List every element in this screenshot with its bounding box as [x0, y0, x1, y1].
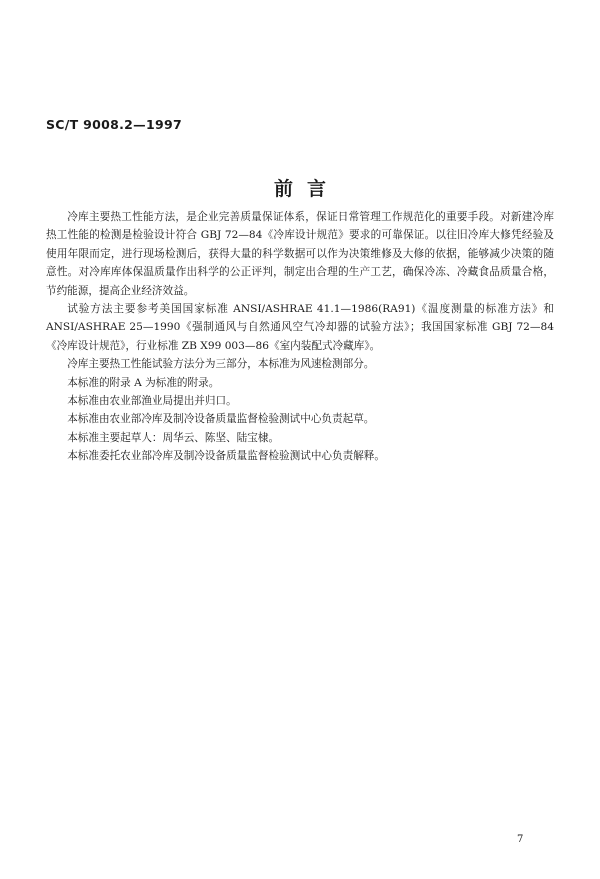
paragraph: 本标准的附录 A 为标准的附录。 — [67, 376, 220, 389]
page-number: 7 — [517, 834, 524, 845]
paragraph: 本标准由农业部渔业局提出并归口。 — [67, 395, 237, 408]
paragraph: 本标准主要起草人：周华云、陈坚、陆宝棣。 — [67, 431, 280, 444]
page-title: 前言 — [273, 178, 340, 200]
paragraph: 试验方法主要参考美国国家标准 ANSI/ASHRAE 41.1—1986(RA91)《温度测量的标准方法》和 ANSI/ASHRAE 25—1990《强制通风与自然通风空气冷却器的试验方法》；我国国家标准 GBJ 72—84《冷库设计规范》，行业标准 ZB X99 003—86《室内装配式冷藏库》。 — [46, 303, 554, 352]
standard-code: SC/T 9008.2—1997 — [46, 117, 182, 132]
paragraph: 本标准委托农业部冷库及制冷设备质量监督检验测试中心负责解释。 — [67, 450, 385, 463]
paragraph: 冷库主要热工性能试验方法分为三部分，本标准为风速检测部分。 — [67, 358, 375, 371]
paragraph: 本标准由农业部冷库及制冷设备质量监督检验测试中心负责起草。 — [67, 413, 375, 426]
paragraph: 冷库主要热工性能方法，是企业完善质量保证体系，保证日常管理工作规范化的重要手段。对新建冷库热工性能的检测是检验设计符合 GBJ 72—84《冷库设计规范》要求的可靠保证。以往旧冷库大修凭经验及使用年限而定，进行现场检测后，获得大量的科学数据可以作为决策维修及大修的依据，能够减少决策的随意性。对冷库库体保温质量作出科学的公正评判，制定出合理的生产工艺，确保冷冻、冷藏食品质量合格，节约能源，提高企业经济效益。 — [46, 211, 554, 297]
foreword-body — [46, 208, 554, 466]
